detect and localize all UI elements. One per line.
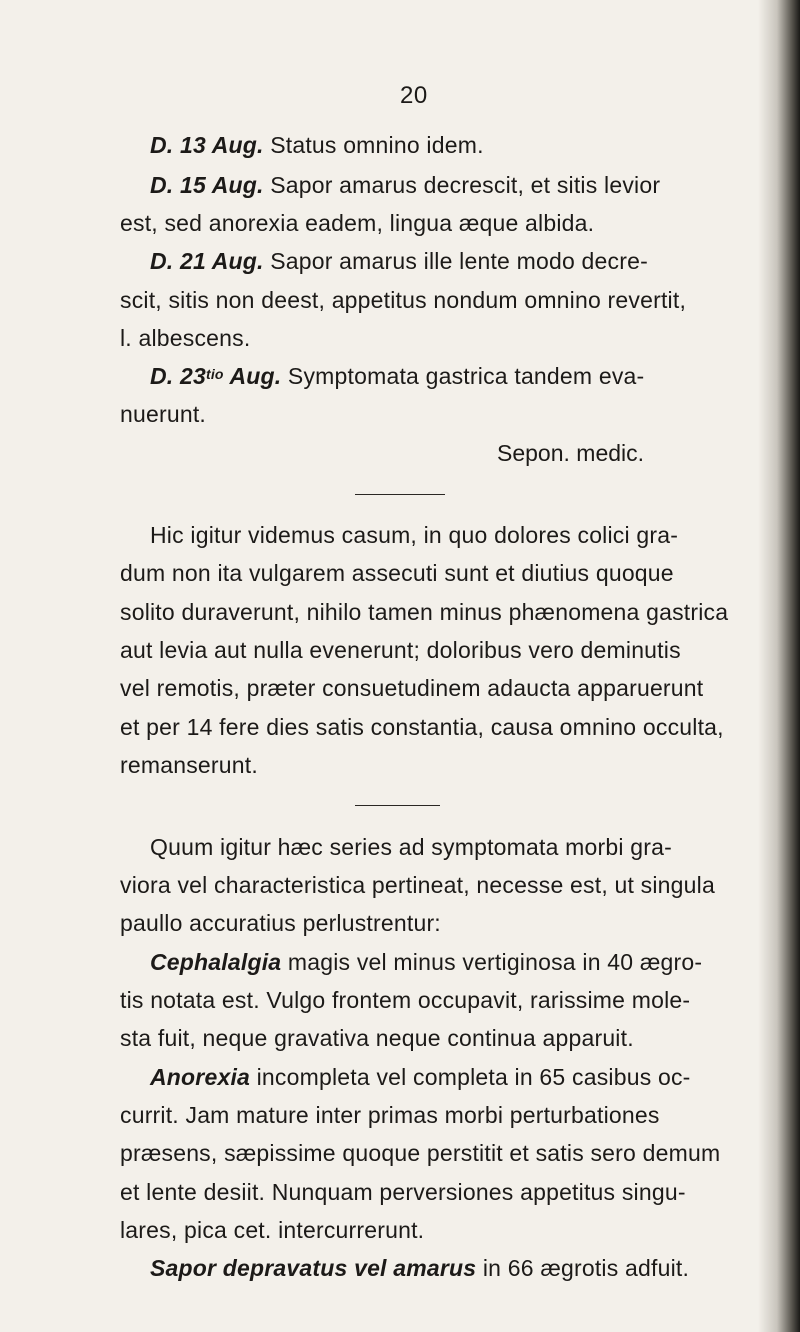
paragraph-line: dum non ita vulgarem assecuti sunt et diutius quoque (120, 560, 674, 586)
paragraph-line: Anorexia incompleta vel completa in 65 casibus oc- (150, 1064, 691, 1090)
paragraph-line: Cephalalgia magis vel minus vertiginosa in 40 ægro- (150, 949, 703, 975)
page-edge-shadow (758, 0, 800, 1332)
term-cephalalgia: Cephalalgia (150, 949, 282, 975)
paragraph-line: Hic igitur videmus casum, in quo dolores colici gra- (150, 522, 679, 548)
paragraph-line: et per 14 fere dies satis constantia, causa omnino occulta, (120, 714, 724, 740)
entry-date: D. 21 Aug. (150, 248, 264, 274)
paragraph-line: Sapor depravatus vel amarus in 66 ægrotis adfuit. (150, 1255, 690, 1281)
entry-text: Sapor amarus ille lente modo decre- (263, 248, 648, 274)
entry-line (150, 130, 484, 160)
section-divider (355, 805, 440, 806)
text-line: l. albescens. (120, 325, 251, 351)
section-divider (355, 494, 445, 495)
text-line: nuerunt. (120, 401, 206, 427)
text-line: est, sed anorexia eadem, lingua æque albida. (120, 210, 595, 236)
entry-line (150, 246, 648, 276)
term-sapor-depravatus: Sapor depravatus vel amarus (150, 1255, 477, 1281)
paragraph-line: sta fuit, neque gravativa neque continua apparuit. (120, 1025, 634, 1051)
paragraph-line: remanserunt. (120, 752, 258, 778)
entry-date: D. $23^{tio}$ Aug. (150, 363, 282, 389)
paragraph-line: paullo accuratius perlustrentur: (120, 910, 441, 936)
signature: Sepon. medic. (497, 440, 645, 466)
paragraph-line: solito duraverunt, nihilo tamen minus phænomena gastrica (120, 599, 729, 625)
paragraph-line: currit. Jam mature inter primas morbi perturbationes (120, 1102, 660, 1128)
paragraph-line: præsens, sæpissime quoque perstitit et satis sero demum (120, 1140, 721, 1166)
paragraph-line: et lente desiit. Nunquam perversiones appetitus singu- (120, 1179, 686, 1205)
entry-date: D. 15 Aug. (150, 172, 264, 198)
entry-line (150, 361, 644, 391)
entry-line (150, 170, 660, 200)
paragraph-line: Quum igitur hæc series ad symptomata morbi gra- (150, 834, 672, 860)
entry-date: D. 13 Aug. (150, 132, 264, 158)
entry-text: Status omnino idem. (263, 132, 484, 158)
paragraph-line: aut levia aut nulla evenerunt; doloribus vero deminutis (120, 637, 681, 663)
paragraph-line: vel remotis, præter consuetudinem adaucta apparuerunt (120, 675, 704, 701)
term-anorexia: Anorexia (150, 1064, 251, 1090)
ordinal-superscript: tio (205, 366, 224, 382)
text-line: scit, sitis non deest, appetitus nondum omnino revertit, (120, 287, 687, 313)
entry-text: Symptomata gastrica tandem eva- (281, 363, 645, 389)
entry-text: Sapor amarus decrescit, et sitis levior (263, 172, 661, 198)
paragraph-line: tis notata est. Vulgo frontem occupavit, rarissime mole- (120, 987, 691, 1013)
paragraph-line: viora vel characteristica pertineat, necesse est, ut singula (120, 872, 715, 898)
page-number: 20 (400, 82, 428, 109)
paragraph-line: lares, pica cet. intercurrerunt. (120, 1217, 425, 1243)
